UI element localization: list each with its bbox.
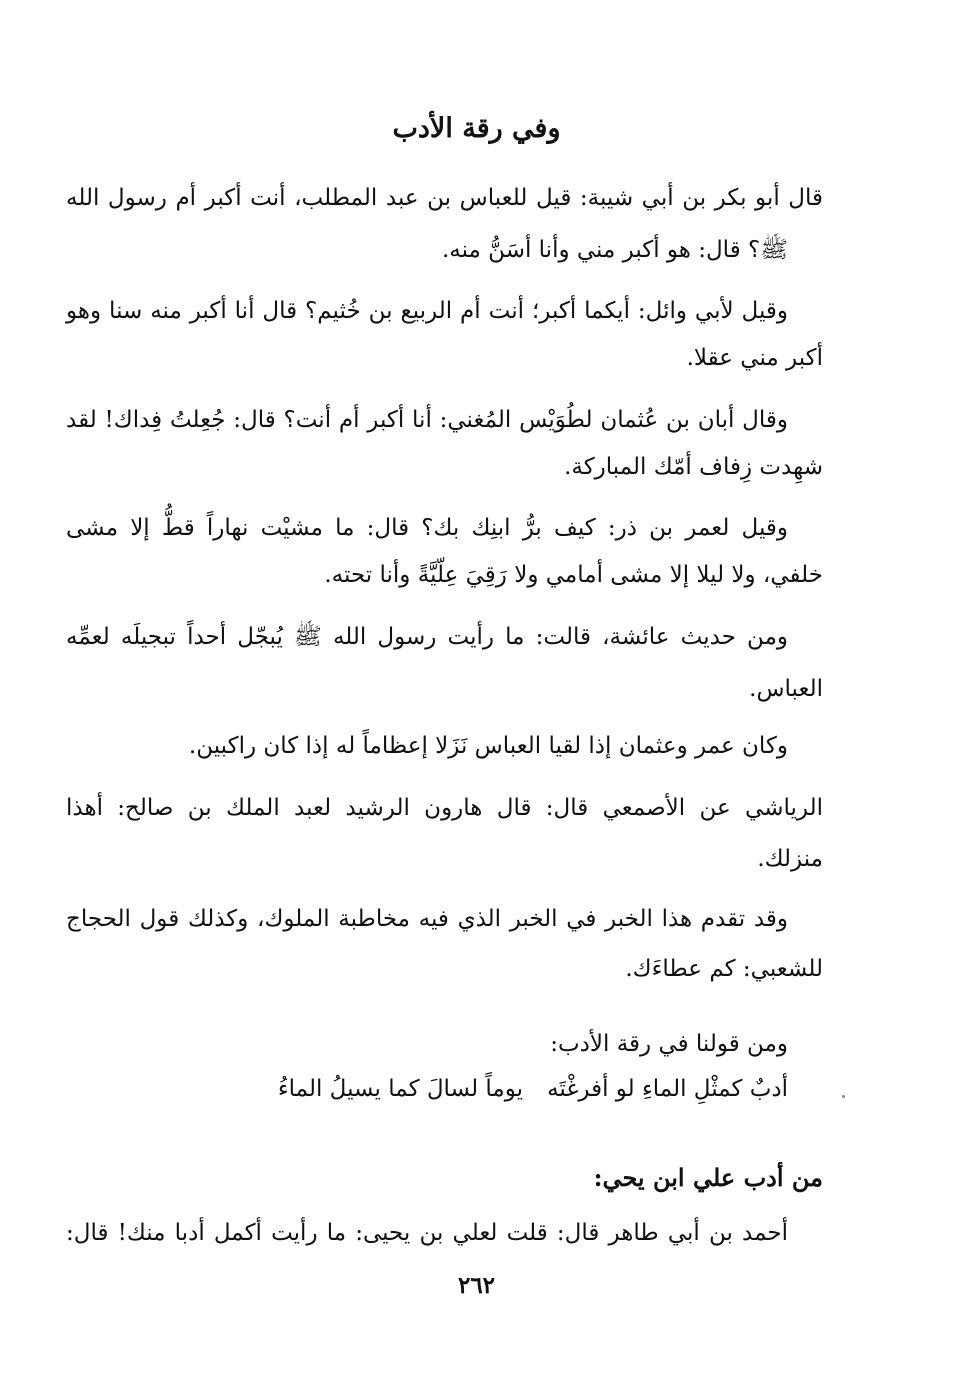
paragraph-3-line-1: وقال أبان بن عُثمان لطُوَيْس المُغني: أنا أكبر أم أنت؟ قال: جُعِلتُ فِداك! لقد xyxy=(66,407,788,433)
paragraph-7-line-2: منزلك. xyxy=(757,846,823,872)
paragraph-7-line-1: الرياشي عن الأصمعي قال: قال هارون الرشيد لعبد الملك بن صالح: أهذا xyxy=(66,795,823,821)
paragraph-6-line-1: وكان عمر وعثمان إذا لقيا العباس نَزَلا إعظاماً له إذا كان راكبين. xyxy=(188,733,788,759)
paragraph-2-line-1: وقيل لأبي وائل: أيكما أكبر؛ أنت أم الربيع بن خُثيم؟ قال أنا أكبر منه سنا وهو xyxy=(66,298,788,324)
paragraph-3-line-2: شهِدت زِفاف أمّك المباركة. xyxy=(564,454,823,480)
final-line: أحمد بن أبي طاهر قال: قلت لعلي بن يحيى: ما رأيت أكمل أدبا منك! قال: xyxy=(66,1220,788,1246)
paragraph-2-line-2: أكبر مني عقلا. xyxy=(686,345,823,371)
paragraph-1-line-1: قال أبو بكر بن أبي شيبة: قيل للعباس بن عبد المطلب، أنت أكبر أم رسول الله xyxy=(66,185,823,211)
speck-mark xyxy=(842,1095,845,1098)
section-heading: من أدب علي ابن يحي: xyxy=(593,1163,823,1192)
paragraph-9-line-1: ومن قولنا في رقة الأدب: xyxy=(550,1031,788,1057)
paragraph-8-line-1: وقد تقدم هذا الخبر في الخبر الذي فيه مخاطبة الملوك، وكذلك قول الحجاج xyxy=(66,906,788,932)
verse-second-hemistich: يوماً لسالَ كما يسيلُ الماءُ xyxy=(277,1076,523,1102)
page-title: وفي رقة الأدب xyxy=(392,113,561,144)
paragraph-5-line-1: ومن حديث عائشة، قالت: ما رأيت رسول الله ﷺ يُبجّل أحداً تبجيلَه لعمِّه xyxy=(66,624,788,650)
paragraph-4-line-2: خلفي، ولا ليلا إلا مشى أمامي ولا رَقِيَ عِلّيَّةً وأنا تحته. xyxy=(324,562,823,588)
verse-first-hemistich: أدبٌ كمثْلِ الماءِ لو أفرغْتَه xyxy=(547,1076,788,1102)
paragraph-1-line-2: ﷺ؟ قال: هو أكبر مني وأنا أسَنُّ منه. xyxy=(441,237,788,263)
paragraph-8-line-2: للشعبي: كم عطاءَك. xyxy=(625,956,823,982)
paragraph-5-line-2: العباس. xyxy=(749,676,823,702)
paragraph-4-line-1: وقيل لعمر بن ذر: كيف برُّ ابنِك بك؟ قال: ما مشيْت نهاراً قطُّ إلا مشى xyxy=(66,515,788,541)
page-number: ٢٦٢ xyxy=(457,1272,496,1299)
